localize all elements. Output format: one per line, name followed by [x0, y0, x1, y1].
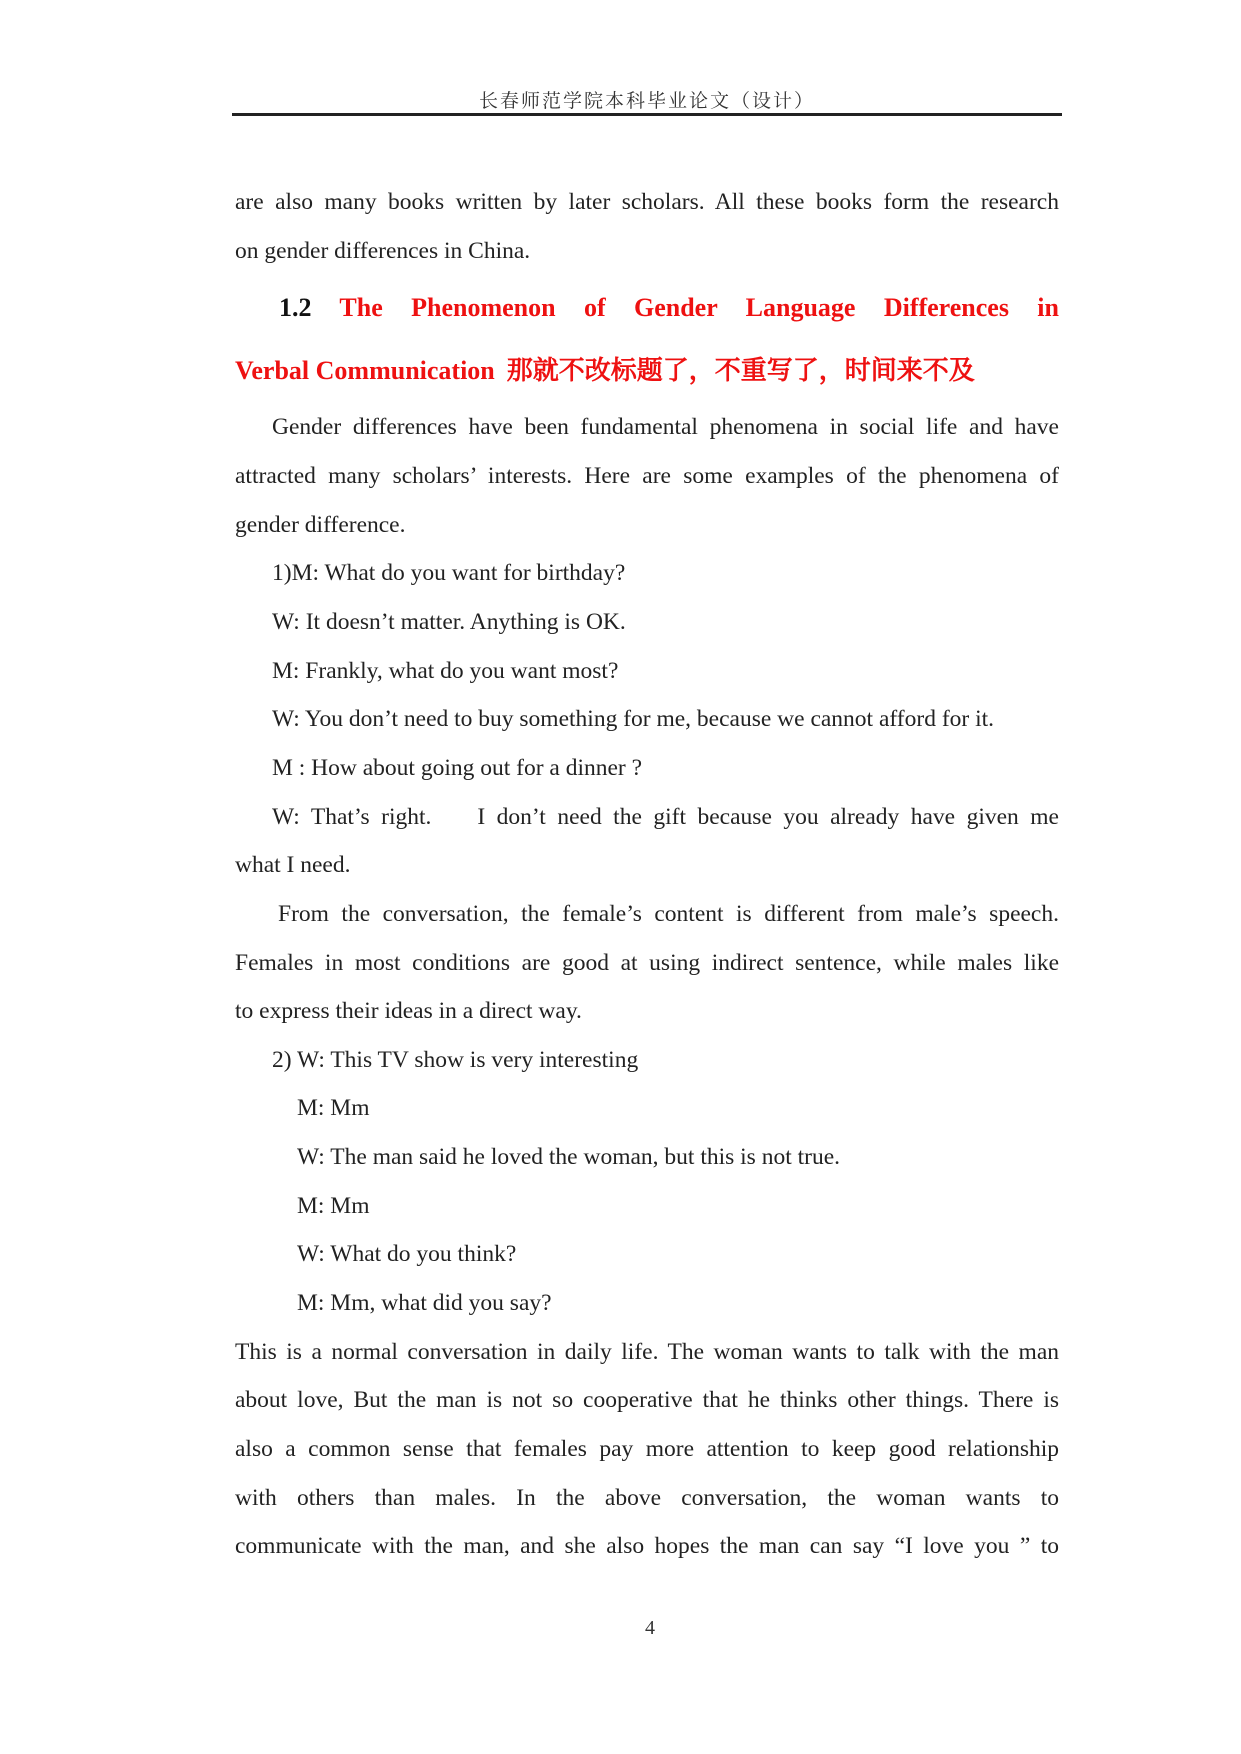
- page-number: 4: [645, 1617, 655, 1639]
- paragraph-line: communicate with the man, and she also hopes the man can say “I love you ” to: [235, 1533, 1059, 1559]
- section-number: 1.2: [279, 293, 312, 322]
- paragraph-line: with others than males. In the above conversation, the woman wants to: [235, 1485, 1059, 1511]
- paragraph-line: to express their ideas in a direct way.: [235, 998, 582, 1024]
- section-title: The Phenomenon of Gender Language Differences in: [339, 293, 1059, 322]
- dialogue-line: M: Mm: [297, 1095, 370, 1121]
- dialogue-line: M : How about going out for a dinner ?: [272, 755, 643, 781]
- section-heading-line1: [279, 291, 1059, 325]
- dialogue-line: M: Frankly, what do you want most?: [272, 658, 619, 684]
- dialogue-line: 1)M: What do you want for birthday?: [272, 560, 626, 586]
- dialogue-line: M: Mm, what did you say?: [297, 1290, 552, 1316]
- dialogue-line: M: Mm: [297, 1193, 370, 1219]
- section-title-continued: Verbal Communication: [235, 356, 495, 385]
- paragraph-line: This is a normal conversation in daily life. The woman wants to talk with the man: [235, 1339, 1059, 1365]
- dialogue-line: W: It doesn’t matter. Anything is OK.: [272, 609, 626, 635]
- paragraph-line: are also many books written by later scholars. All these books form the research: [235, 189, 1059, 215]
- paragraph-line: gender difference.: [235, 512, 406, 538]
- dialogue-line: W: The man said he loved the woman, but this is not true.: [297, 1144, 841, 1170]
- paragraph-line: on gender differences in China.: [235, 238, 531, 264]
- paragraph-line: Gender differences have been fundamental phenomena in social life and have: [272, 414, 1059, 440]
- editor-note: 那就不改标题了，不重写了，时间来不及: [506, 356, 975, 386]
- paragraph-line: Females in most conditions are good at using indirect sentence, while males like: [235, 950, 1059, 976]
- running-header: 长春师范学院本科毕业论文（设计）: [478, 91, 815, 112]
- paragraph-line: attracted many scholars’ interests. Here are some examples of the phenomena of: [235, 463, 1059, 489]
- dialogue-line: 2) W: This TV show is very interesting: [272, 1047, 639, 1073]
- dialogue-line: W: You don’t need to buy something for me, because we cannot afford for it.: [272, 706, 995, 732]
- paragraph-line: about love, But the man is not so cooperative that he thinks other things. There is: [235, 1387, 1059, 1413]
- dialogue-line: what I need.: [235, 852, 351, 878]
- section-heading-line2: [235, 354, 1059, 388]
- dialogue-line: W: That’s right. I don’t need the gift because you already have given me: [272, 804, 1059, 830]
- paragraph-line: also a common sense that females pay more attention to keep good relationship: [235, 1436, 1059, 1462]
- header-rule: [232, 113, 1062, 116]
- paragraph-line: From the conversation, the female’s content is different from male’s speech.: [278, 901, 1059, 927]
- dialogue-line: W: What do you think?: [297, 1241, 517, 1267]
